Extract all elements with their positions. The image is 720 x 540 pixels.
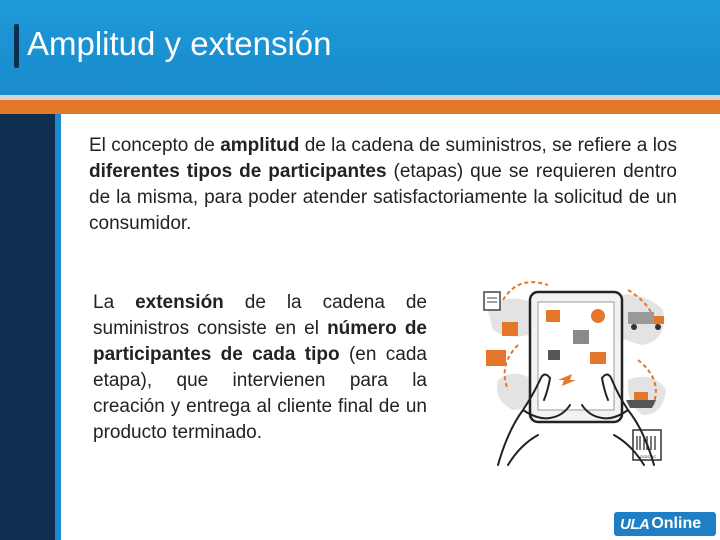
p1-text-2: de la cadena de suministros, se refiere a los [299, 135, 677, 156]
p2-text-3: (en cada etapa), que intervienen para la creación y entrega al cliente final de un producto terminado. [93, 344, 427, 443]
p2-bold-extension: extensión [135, 292, 224, 313]
p1-text-3: (etapas) que se requieren dentro de la misma, para poder atender satisfactoriamente la solicitud de un consumidor. [89, 161, 677, 234]
ula-online-logo [614, 512, 716, 536]
barcode-label: LOGISTIC [637, 454, 657, 459]
p1-bold-participantes: diferentes tipos de participantes [89, 161, 387, 182]
logo-mark: ULA [620, 515, 650, 533]
p2-text-1: La [93, 292, 136, 313]
logo-text: Online [651, 515, 702, 532]
left-sidebar [0, 114, 55, 540]
paragraph-extension [93, 290, 427, 446]
p1-text-1: El concepto de [89, 135, 221, 156]
p1-bold-amplitud: amplitud [220, 135, 300, 156]
slide-header [0, 0, 720, 95]
paragraph-amplitud [89, 133, 677, 237]
title-accent-bar [14, 24, 19, 68]
p2-bold-numero: número de participantes de cada tipo [93, 318, 427, 365]
header-divider-orange [0, 100, 720, 114]
logistics-tablet-illustration [478, 270, 674, 470]
p2-text-2: de la cadena de suministros consiste en el [93, 292, 427, 339]
slide-title: Amplitud y extensión [27, 25, 332, 62]
